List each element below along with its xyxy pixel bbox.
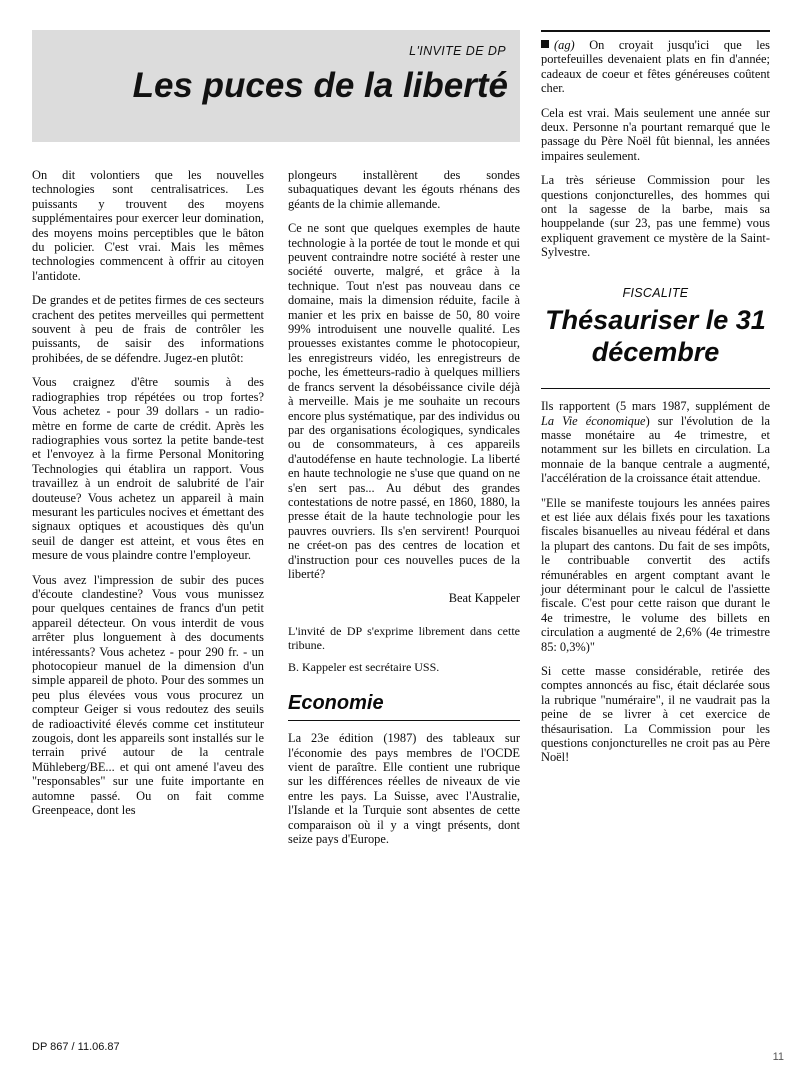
deck-divider: [541, 388, 770, 389]
deck-kicker-fiscalite: FISCALITE: [622, 285, 689, 300]
section-heading-economie: Economie: [288, 691, 384, 714]
article-byline: Beat Kappeler: [448, 591, 520, 606]
paragraph: "Elle se manifeste toujours les années paires et est liée aux délais fixés pour les taxations fiscales bisanuelles au niveau fédéral et dans la plupart des cantons. Du fait de ses impôts, le contribuable convertit des actifs rémunérables en argent comptant avant le jour déterminant pour le calcul de l'assiette fiscale. C'est pour cette raison que durant le 4e trimestre, le volume des billets en circulation a augmenté de 2,6% (4e trimestre 85: 0,3%)": [541, 495, 770, 654]
article-column-left: [32, 168, 264, 827]
paragraph: Si cette masse considérable, retirée des comptes annoncés au fisc, était déclarée sous la rubrique "numéraire", il ne vaudrait pas la peine de se livrer à cet exercice de thésaurisation. La Commission pour les questions conjoncturelles ne croit pas au Père Noël!: [541, 664, 770, 765]
top-rule-right: [541, 30, 770, 32]
section-divider: [288, 720, 520, 721]
masthead-kicker: L'INVITE DE DP: [409, 44, 506, 58]
paragraph: Vous craignez d'être soumis à des radiographies trop répétées ou trop fortes? Vous achetez - pour 39 dollars - un radio-mètre en forme de carte de crédit. Après les radiographies vous sortez la petite bande-test et l'envoyez à la firme Personal Monitoring Technologies qui établira un rapport. Vous travaillez à un endroit de salubrité de l'air douteuse? Vous achetez un appareil à main mesurant les particules nocives et émettant des signaux optiques et acoustiques dès qu'un seuil de danger est atteint, et vous êtes en mesure de vous plaindre contre l'employeur.: [32, 375, 264, 563]
publication-name: La Vie économique: [541, 413, 646, 428]
paragraph-part: Ils rapportent (5 mars 1987, supplément de: [541, 399, 770, 414]
paragraph: La très sérieuse Commission pour les questions conjoncturelles, des hommes qui ont la sagesse de la barbe, mais sa houppelande (sur 23, pas une femme) vous expliquent gravement ce mystère de la Saint-Sylvestre.: [541, 173, 770, 260]
square-bullet-icon: [541, 40, 549, 48]
editorial-note: [288, 624, 520, 674]
lead-text: On croyait jusqu'ici que les portefeuilles devenaient plats en fin d'année; cadeaux de coeur et fêtes généreuses coûtent cher.: [541, 38, 770, 96]
article-column-middle: [288, 168, 520, 856]
paragraph-part: ) sur l'évolution de la masse monétaire au 4e trimestre, et notamment sur les billets en circulation. La monnaie de la banque centrale a augmenté, l'accélération de la croissance était attendue.: [541, 413, 770, 486]
paragraph: Vous avez l'impression de subir des puces d'écoute clandestine? Vous vous munissez pour quelques centaines de francs d'un petit appareil détecteur. On vous interdit de vous arrêter plus longuement à des documents intéressants? Vous achetez - pour 290 fr. - un photocopieur manuel de la dimension d'un simple appareil de photo. Pour des sommes un peu plus élevées vous vous procurez un compteur Geiger si vous redoutez des seuils de radioactivité élevés comme cet instituteur zougois, dont les appareils sont installés sur le terrain privé autour de la centrale Mühleberg/BE... et qui ont amené l'aveu des "responsables" sur une fuite importante en automne passé. Ou on fait comme Greenpeace, dont les: [32, 572, 264, 818]
paragraph: [541, 399, 770, 485]
paragraph: Ce ne sont que quelques exemples de haute technologie à la portée de tout le monde et qui peuvent contraindre notre société à rester une société ouverte, malgré, et grâce à la technique. Tout n'est pas nouveau dans ce domaine, mais la dimension réduite, facile à manier et les prix en baisse de 50, 80 voire 99% introduisent une nouvelle qualité. Les prouesses existantes comme le photocopieur, les enregistreurs vidéo, les enregistreurs de poche, les émetteurs-radio à quelques milliers de francs servent la désobéissance civile déjà à merveille. Mais je me souhaite un recours encore plus systématique, par des individus ou par des organisations écologiques, syndicales ou de consommateurs, à ces appareils d'autodéfense en haute technologie. La liberté en haute technologie ne s'use que quand on ne s'en sert pas... Au début des grandes contestations de notre passé, en 1860, 1880, la presse était de la haute technologie pour les pauvres ouvriers. Ils s'en servirent! Pourquoi ne créet-on pas des centres de location et d'instruction pour ces nouvelles puces de la liberté?: [288, 221, 520, 581]
issue-footer: DP 867 / 11.06.87: [32, 1041, 120, 1053]
paragraph: Cela est vrai. Mais seulement une année sur deux. Personne n'a pourtant remarqué que le passage du Père Noël fût biennal, les années impaires seulement.: [541, 105, 770, 163]
page-folio: 11: [772, 1051, 784, 1063]
article-column-right: [541, 38, 770, 775]
lead-paragraph: [541, 38, 770, 96]
note-line: B. Kappeler est secrétaire USS.: [288, 659, 440, 674]
masthead-block: [32, 30, 520, 142]
paragraph: La 23e édition (1987) des tableaux sur l'économie des pays membres de l'OCDE vient de paraître. Elle contient une rubrique sur les différences réelles de niveaux de vie entre les pays. La Suisse, avec l'Australie, l'Islande et la Turquie sont absentes de cette comparaison où il y a vingt présents, dont seize pays d'Europe.: [288, 731, 520, 847]
deck-title: Thésauriser le 31 décembre: [545, 305, 766, 368]
note-line: L'invité de DP s'exprime librement dans cette tribune.: [288, 623, 520, 652]
paragraph: De grandes et de petites firmes de ces secteurs crachent des petites merveilles qui permettent souvent à peu de frais de contrôler les puissants, de saisir des informations prohibées, de se défendre. Jugez-en plutôt:: [32, 293, 264, 365]
paragraph: plongeurs installèrent des sondes subaquatiques devant les égouts rhénans des géants de la chimie allemande.: [288, 168, 520, 211]
lead-credit: (ag): [554, 38, 575, 52]
page-title: Les puces de la liberté: [132, 66, 508, 105]
paragraph: On dit volontiers que les nouvelles technologies sont centralisatrices. Les puissants y trouvent des moyens supplémentaires pour exercer leur domination, des moyens moins perceptibles que le bâton du policier. C'est vrai. Mais les mêmes technologies commencent à offrir au citoyen l'antidote.: [32, 168, 264, 283]
